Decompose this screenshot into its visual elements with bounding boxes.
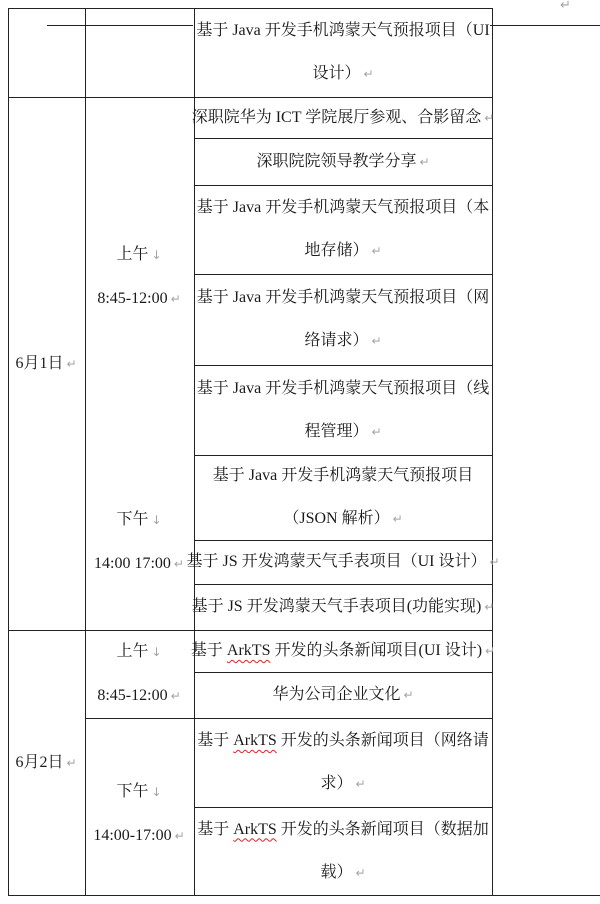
time-morning: 上午 ↓ 8:45-12:00 ↵ [97, 246, 181, 307]
table-border-split-artifact-right [490, 25, 600, 26]
time-cell-june-1 [85, 97, 193, 630]
schedule-cell-java-json-parse: 基于 Java 开发手机鸿蒙天气预报项目 （JSON 解析） ↵ [212, 467, 474, 527]
table-border-col-content [492, 8, 493, 895]
time-cell-june-2-afternoon: 下午 ↓ 14:00-17:00 ↵ [93, 782, 185, 844]
table-border-bottom [8, 895, 600, 896]
date-cell-june-2: 6月2日 ↵ [15, 753, 77, 771]
time-afternoon: 下午 ↓ 14:00 17:00 ↵ [94, 511, 184, 572]
schedule-cell-arkts-news-network: 基于 ArkTS 开发的头条新闻项目（网络请 求） ↵ [197, 732, 489, 792]
schedule-cell-arkts-news-ui: 基于 ArkTS 开发的头条新闻项目(UI 设计) ↵ [190, 642, 496, 659]
schedule-cell-arkts-news-data-load: 基于 ArkTS 开发的头条新闻项目（数据加 载） ↵ [197, 820, 489, 881]
paragraph-mark: ↵ [560, 0, 571, 13]
schedule-cell-java-ui-design: 基于 Java 开发手机鸿蒙天气预报项目（UI 设计） ↵ [196, 22, 490, 82]
date-cell-june-1: 6月1日 ↵ [15, 354, 77, 372]
schedule-cell-ict-visit: 深职院华为 ICT 学院展厅参观、合影留念 ↵ [191, 108, 495, 126]
schedule-cell-java-network-request: 基于 Java 开发手机鸿蒙天气预报项目（网 络请求） ↵ [196, 289, 490, 349]
schedule-cell-js-watch-function: 基于 JS 开发鸿蒙天气手表项目(功能实现) ↵ [191, 598, 495, 615]
schedule-cell-java-thread-management: 基于 Java 开发手机鸿蒙天气预报项目（线 程管理） ↵ [196, 379, 490, 440]
table-border-split-artifact-left [47, 25, 193, 26]
schedule-cell-js-watch-ui: 基于 JS 开发鸿蒙天气手表项目（UI 设计） ↵ [186, 553, 500, 570]
schedule-cell-leader-sharing: 深职院院领导教学分享 ↵ [256, 152, 430, 170]
schedule-cell-java-local-storage: 基于 Java 开发手机鸿蒙天气预报项目（本 地存储） ↵ [196, 199, 490, 259]
schedule-cell-huawei-culture: 华为公司企业文化 ↵ [272, 686, 414, 703]
time-cell-june-2-morning: 上午 ↓ 8:45-12:00 ↵ [97, 643, 181, 704]
